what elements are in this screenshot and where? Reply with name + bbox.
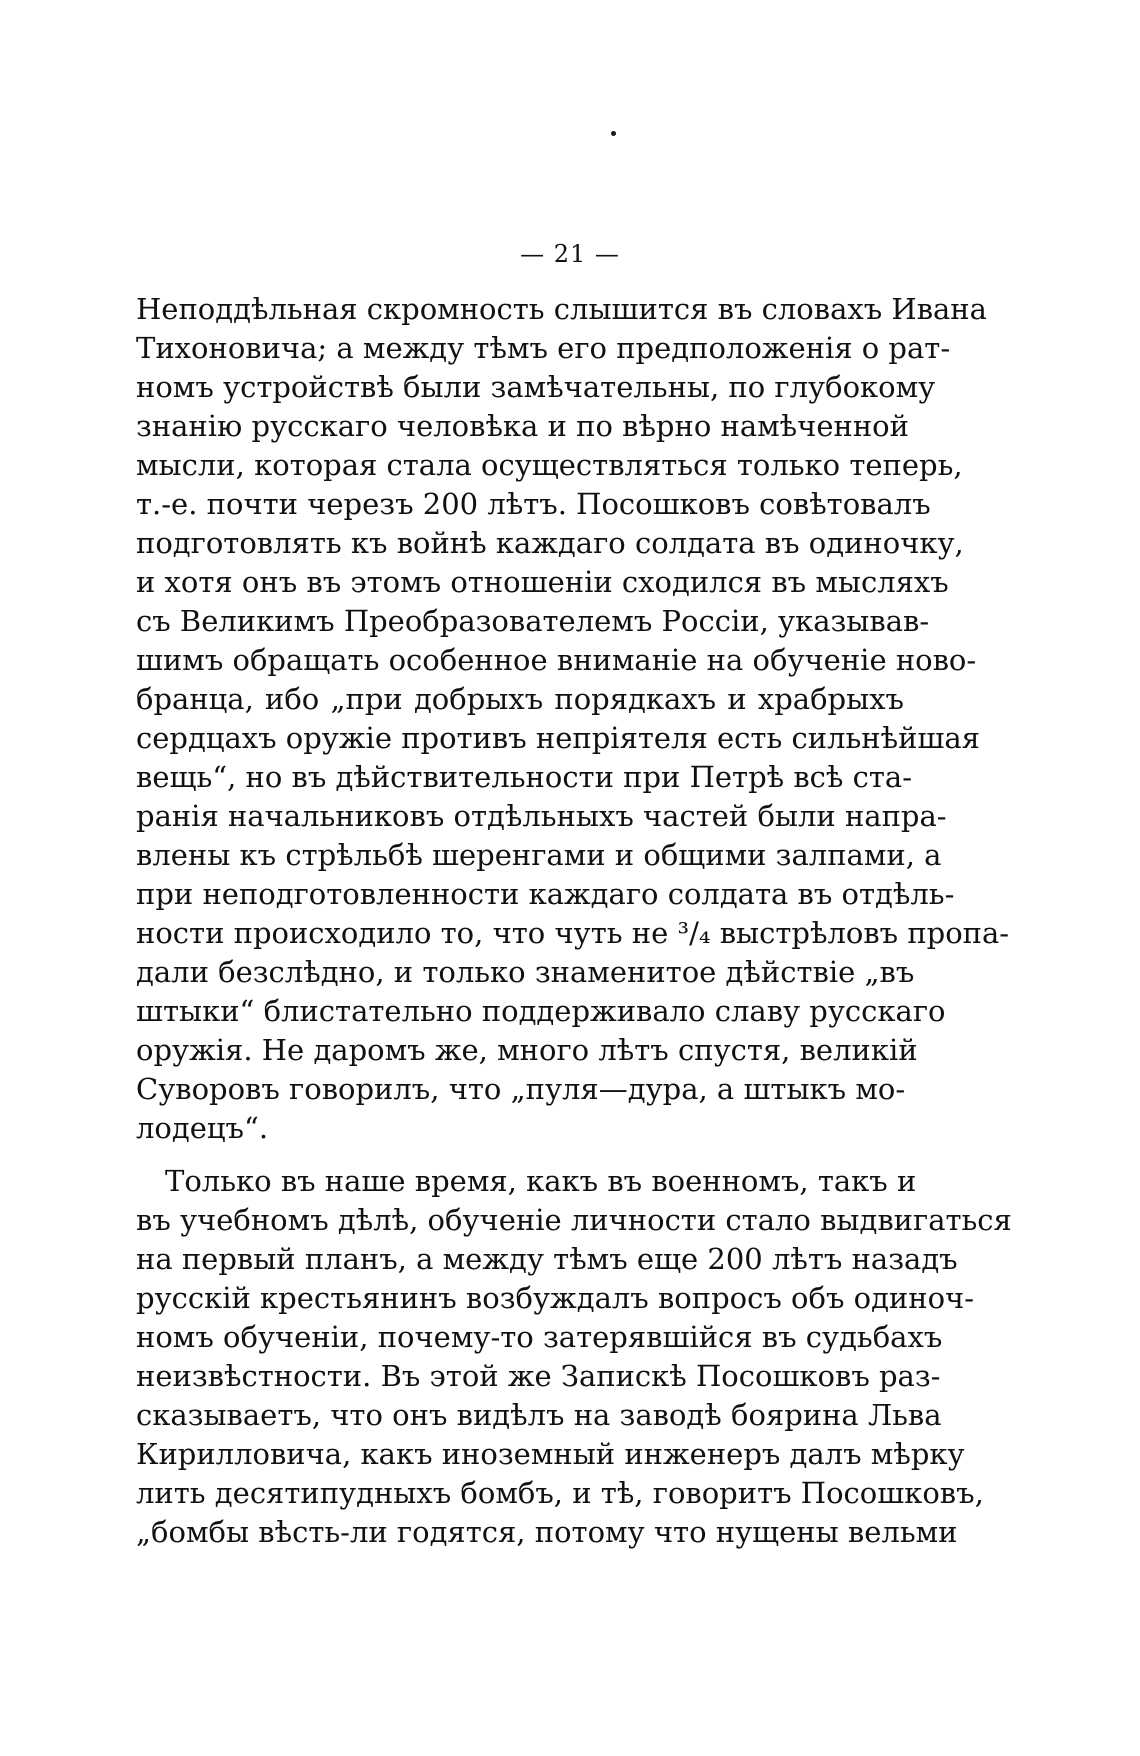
text-line: штыки“ блистательно поддерживало славу русскаго: [136, 994, 946, 1028]
paragraph-1: [136, 290, 1010, 1148]
text-line: номъ обученіи, почему-то затерявшійся въ судьбахъ: [136, 1320, 943, 1354]
text-line: ранія начальниковъ отдѣльныхъ частей были напра-: [136, 799, 947, 833]
text-line: мысли, которая стала осуществляться только теперь,: [136, 448, 963, 482]
text-line: ности происходило то, что чуть не ³/₄ выстрѣловъ пропа-: [136, 916, 1010, 950]
text-line: и хотя онъ въ этомъ отношеніи сходился въ мысляхъ: [136, 565, 949, 599]
page-number: — 21 —: [520, 240, 620, 268]
text-line: влены къ стрѣльбѣ шеренгами и общими залпами, а: [136, 838, 942, 872]
paragraph-2: [136, 1162, 1012, 1552]
text-line: Тихоновича; а между тѣмъ его предположенія о рат-: [136, 331, 951, 365]
text-line: Кирилловича, какъ иноземный инженеръ далъ мѣрку: [136, 1437, 965, 1471]
body-text: [136, 290, 1012, 1552]
text-line: шимъ обращать особенное вниманіе на обученіе ново-: [136, 643, 977, 677]
paragraph-gap: [136, 1148, 904, 1162]
text-line: при неподготовленности каждаго солдата въ отдѣль-: [136, 877, 955, 911]
text-line: номъ устройствѣ были замѣчательны, по глубокому: [136, 370, 936, 404]
text-line: оружія. Не даромъ же, много лѣтъ спустя, великій: [136, 1033, 918, 1067]
text-line: бранца, ибо „при добрыхъ порядкахъ и храбрыхъ: [136, 682, 904, 716]
text-line: „бомбы вѣсть-ли годятся, потому что нущены вельми: [136, 1515, 958, 1549]
text-line: лить десятипудныхъ бомбъ, и тѣ, говоритъ Посошковъ,: [136, 1476, 984, 1510]
text-line: знанію русскаго человѣка и по вѣрно намѣченной: [136, 409, 909, 443]
text-line: Суворовъ говорилъ, что „пуля—дура, а штыкъ мо-: [136, 1072, 906, 1106]
text-line: Неподдѣльная скромность слышится въ словахъ Ивана: [136, 292, 987, 326]
text-line: съ Великимъ Преобразователемъ Россіи, указывав-: [136, 604, 930, 638]
text-line: лодецъ“.: [136, 1111, 269, 1145]
text-line: сердцахъ оружіе противъ непріятеля есть сильнѣйшая: [136, 721, 980, 755]
text-line: на первый планъ, а между тѣмъ еще 200 лѣтъ назадъ: [136, 1242, 958, 1276]
text-line: въ учебномъ дѣлѣ, обученіе личности стало выдвигаться: [136, 1203, 1012, 1237]
text-line: подготовлять къ войнѣ каждаго солдата въ одиночку,: [136, 526, 964, 560]
text-line: т.-е. почти черезъ 200 лѣтъ. Посошковъ совѣтовалъ: [136, 487, 931, 521]
ink-speck: [611, 131, 616, 136]
text-line: сказываетъ, что онъ видѣлъ на заводѣ боярина Льва: [136, 1398, 942, 1432]
text-line: неизвѣстности. Въ этой же Запискѣ Посошковъ раз-: [136, 1359, 941, 1393]
text-line: вещь“, но въ дѣйствительности при Петрѣ всѣ ста-: [136, 760, 913, 794]
text-line: Только въ наше время, какъ въ военномъ, такъ и: [165, 1164, 917, 1198]
text-line: русскій крестьянинъ возбуждалъ вопросъ объ одиноч-: [136, 1281, 975, 1315]
text-line: дали безслѣдно, и только знаменитое дѣйствіе „въ: [136, 955, 915, 989]
